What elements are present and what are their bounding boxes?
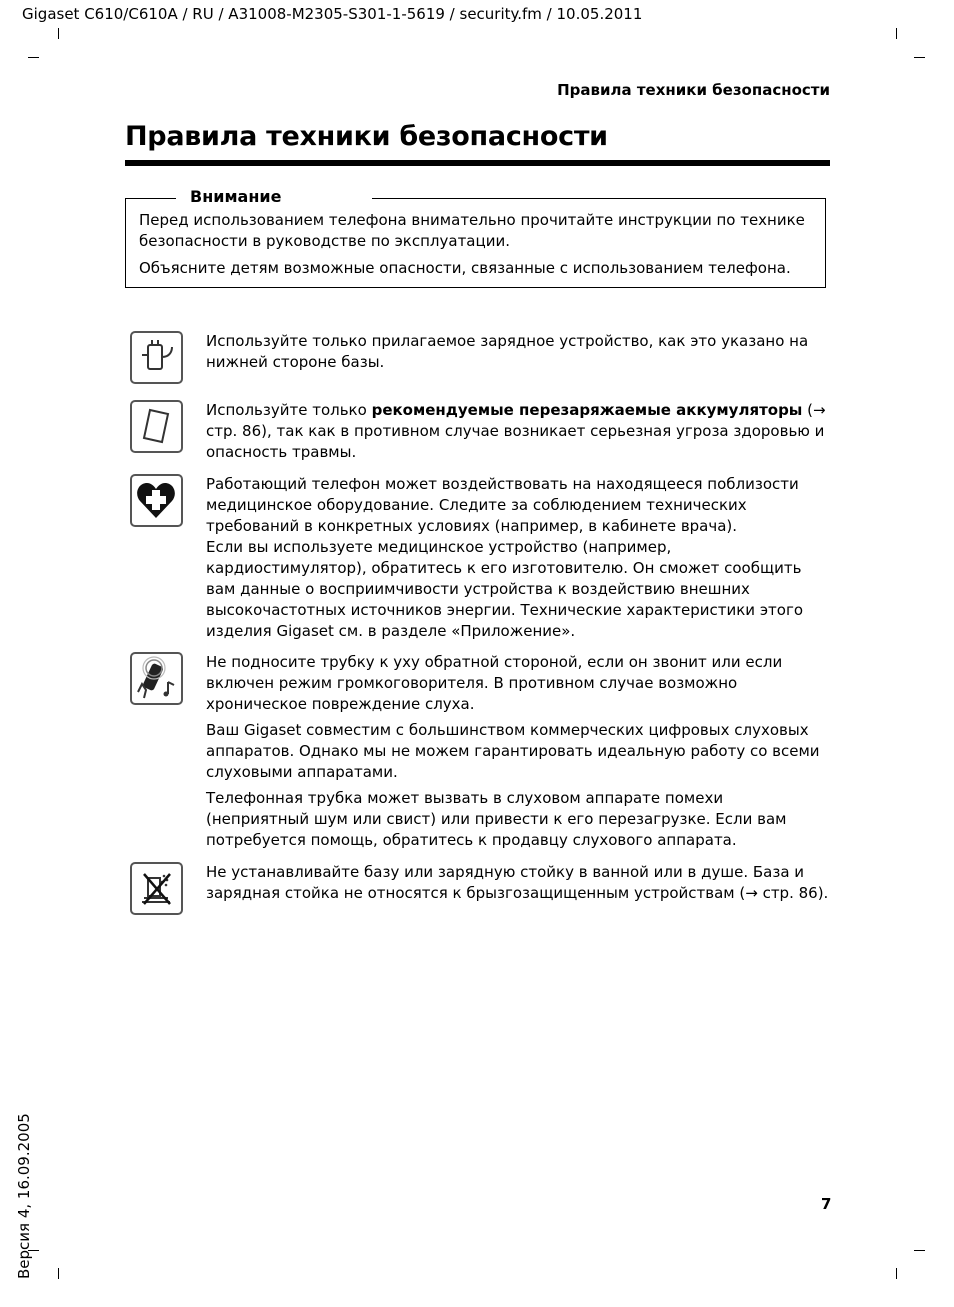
- no-water-icon: [130, 862, 183, 915]
- page-title: Правила техники безопасности: [125, 121, 608, 152]
- crop-mark: [914, 57, 925, 58]
- item-text: [206, 400, 830, 463]
- item-text: [206, 474, 830, 642]
- crop-mark: [28, 57, 39, 58]
- item-text: Не устанавливайте базу или зарядную стойку в ванной или в душе. База и зарядная стойка не относятся к брызгозащищенным устройствам (→ стр. 86).: [206, 863, 829, 902]
- item-text: Ваш Gigaset совместим с большинством коммерческих цифровых слуховых аппаратов. Однако мы не можем гарантировать идеальную работу со всеми слуховыми аппаратами.: [206, 721, 820, 781]
- item-text-part: (→ стр. 86), так как в противном случае возникает серьезная угроза здоровью и опасность травмы.: [206, 401, 826, 461]
- crop-mark: [58, 28, 59, 39]
- notice-label: Внимание: [176, 187, 291, 206]
- attention-notice: [125, 187, 826, 288]
- item-text-part: Если вы используете медицинское устройство (например, кардиостимулятор), обратитесь к его изготовителю. Он сможет сообщить вам данные о восприимчивости устройства к воздействию внешних высокочастотных источников энергии. Технические характеристики этого изделия Gigaset см. в разделе «Приложение».: [206, 538, 804, 640]
- item-text-part: Используйте только: [206, 401, 372, 419]
- crop-mark: [58, 1268, 59, 1279]
- version-label: Версия 4, 16.09.2005: [15, 1113, 33, 1279]
- battery-icon: [130, 400, 183, 453]
- charger-icon: [130, 331, 183, 384]
- crop-mark: [914, 1250, 925, 1251]
- item-text: Телефонная трубка может вызвать в слуховом аппарате помехи (неприятный шум или свист) или привести к его перезагрузке. Если вам потребуется помощь, обратитесь к продавцу слухового аппарата.: [206, 789, 787, 849]
- crop-mark: [896, 1268, 897, 1279]
- item-text-bold: рекомендуемые перезаряжаемые аккумуляторы: [371, 401, 803, 419]
- item-text: Не подносите трубку к уху обратной стороной, если он звонит или если включен режим громкоговорителя. В противном случае возможно хроническое повреждение слуха.: [206, 653, 783, 713]
- medical-heart-icon: [130, 474, 183, 527]
- notice-paragraph: Объясните детям возможные опасности, связанные с использованием телефона.: [139, 259, 791, 277]
- item-text-part: Работающий телефон может воздействовать на находящееся поблизости медицинское оборудование. Следите за соблюдением технических требований в конкретных условиях (например, в кабинете врача).: [206, 475, 799, 535]
- meta-line: Gigaset C610/C610A / RU / A31008-M2305-S301-1-5619 / security.fm / 10.05.2011: [22, 5, 643, 23]
- item-text: Используйте только прилагаемое зарядное устройство, как это указано на нижней стороне базы.: [206, 332, 809, 371]
- running-head: Правила техники безопасности: [557, 81, 830, 99]
- crop-mark: [896, 28, 897, 39]
- title-rule: [125, 160, 830, 166]
- handset-ear-icon: [130, 652, 183, 705]
- page-number: 7: [821, 1195, 832, 1213]
- notice-paragraph: Перед использованием телефона внимательно прочитайте инструкции по технике безопасности в руководстве по эксплуатации.: [139, 211, 805, 250]
